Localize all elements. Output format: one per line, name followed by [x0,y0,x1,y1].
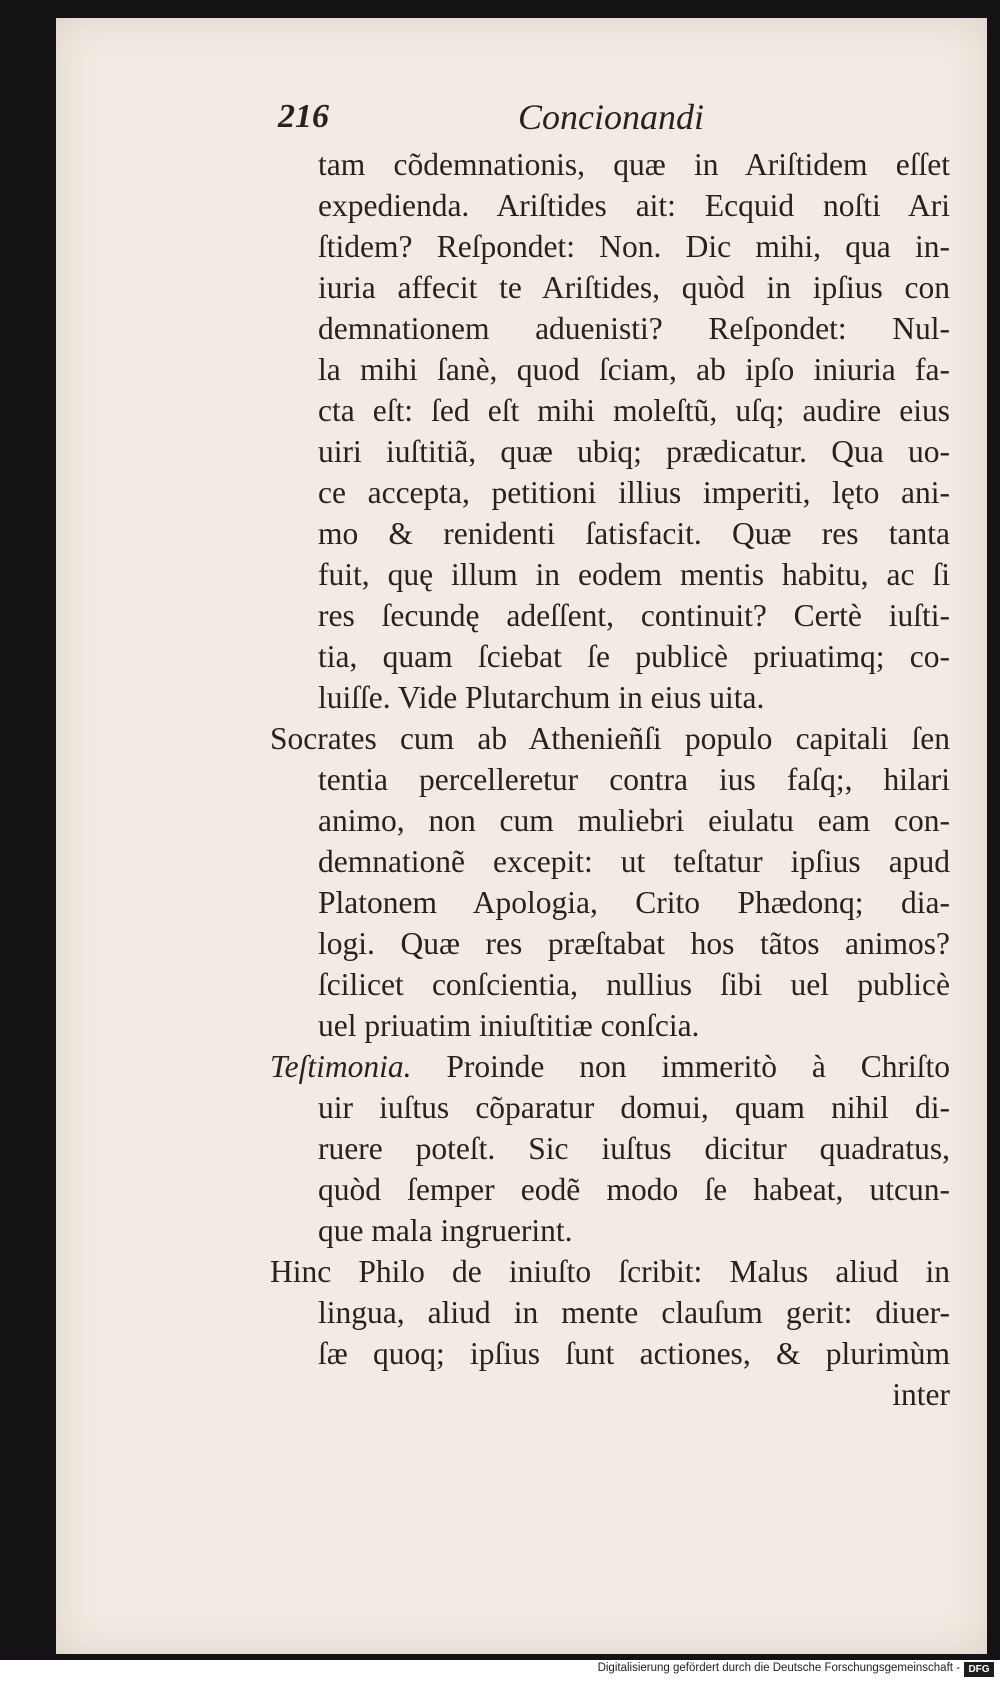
text-line: fuit, quę illum in eodem mentis habitu, ac ſi [318,557,950,592]
text-line: cta eſt: ſed eſt mihi moleſtũ, uſq; audire eius [318,393,950,428]
text-line: iuria affecit te Ariſtides, quòd in ipſius con [318,270,950,305]
text-line: uel priuatim iniuſtitiæ conſcia. [318,1008,700,1043]
footer-bar [0,1660,1000,1681]
text-line: tentia percelleretur contra ius faſq;, hilari [318,762,950,797]
line-text: Proinde non immeritò à Chriſto [411,1049,950,1084]
text-line: lingua, aliud in mente clauſum gerit: diuer- [318,1295,950,1330]
text-line: ſtidem? Reſpondet: Non. Dic mihi, qua in- [318,229,950,264]
text-line: la mihi ſanè, quod ſciam, ab ipſo iniuria fa- [318,352,950,387]
text-line: Hinc Philo de iniuſto ſcribit: Malus aliud in [270,1254,950,1289]
text-line: uir iuſtus cõparatur domui, quam nihil di- [318,1090,950,1125]
text-line: logi. Quæ res præſtabat hos tãtos animos? [318,926,950,961]
text-line: tia, quam ſciebat ſe publicè priuatimq; co- [318,639,950,674]
text-line: res ſecundę adeſſent, continuit? Certè iuſti- [318,598,950,633]
text-line: que mala ingruerint. [318,1213,573,1248]
text-line: Platonem Apologia, Crito Phædonq; dia- [318,885,950,920]
body-text [270,144,950,1415]
text-line: inter [892,1377,950,1412]
page-number: 216 [278,98,329,135]
running-head [270,92,950,144]
text-line: mo & renidenti ſatisfacit. Quæ res tanta [318,516,950,551]
text-line: ſcilicet conſcientia, nullius ſibi uel publicè [318,967,950,1002]
text-block [270,92,950,1415]
text-line: tam cõdemnationis, quæ in Ariſtidem eſſet [318,147,950,182]
footer-credit: Digitalisierung gefördert durch die Deutsche Forschungsgemeinschaft - [597,1662,960,1674]
text-line: ſæ quoq; ipſius ſunt actiones, & plurimùm [318,1336,950,1371]
marginal-heading: Teſtimonia. [270,1049,412,1084]
text-line: demnationẽ excepit: ut teſtatur ipſius apud [318,844,950,879]
text-line: quòd ſemper eodẽ modo ſe habeat, utcun- [318,1172,950,1207]
text-line: demnationem aduenisti? Reſpondet: Nul- [318,311,950,346]
dfg-logo: DFG [964,1662,994,1677]
text-line: ruere poteſt. Sic iuſtus dicitur quadratus, [318,1131,950,1166]
text-line: ce accepta, petitioni illius imperiti, lęto ani- [318,475,950,510]
text-line: Socrates cum ab Athenieñſi populo capitali ſen [270,721,950,756]
running-title: Concionandi [518,97,704,137]
text-line: animo, non cum muliebri eiulatu eam con- [318,803,950,838]
text-line [270,1046,950,1087]
text-line: luiſſe. Vide Plutarchum in eius uita. [318,680,765,715]
text-line: uiri iuſtitiã, quæ ubiq; prædicatur. Qua uo- [318,434,950,469]
text-line: expedienda. Ariſtides ait: Ecquid noſti Ari [318,188,950,223]
